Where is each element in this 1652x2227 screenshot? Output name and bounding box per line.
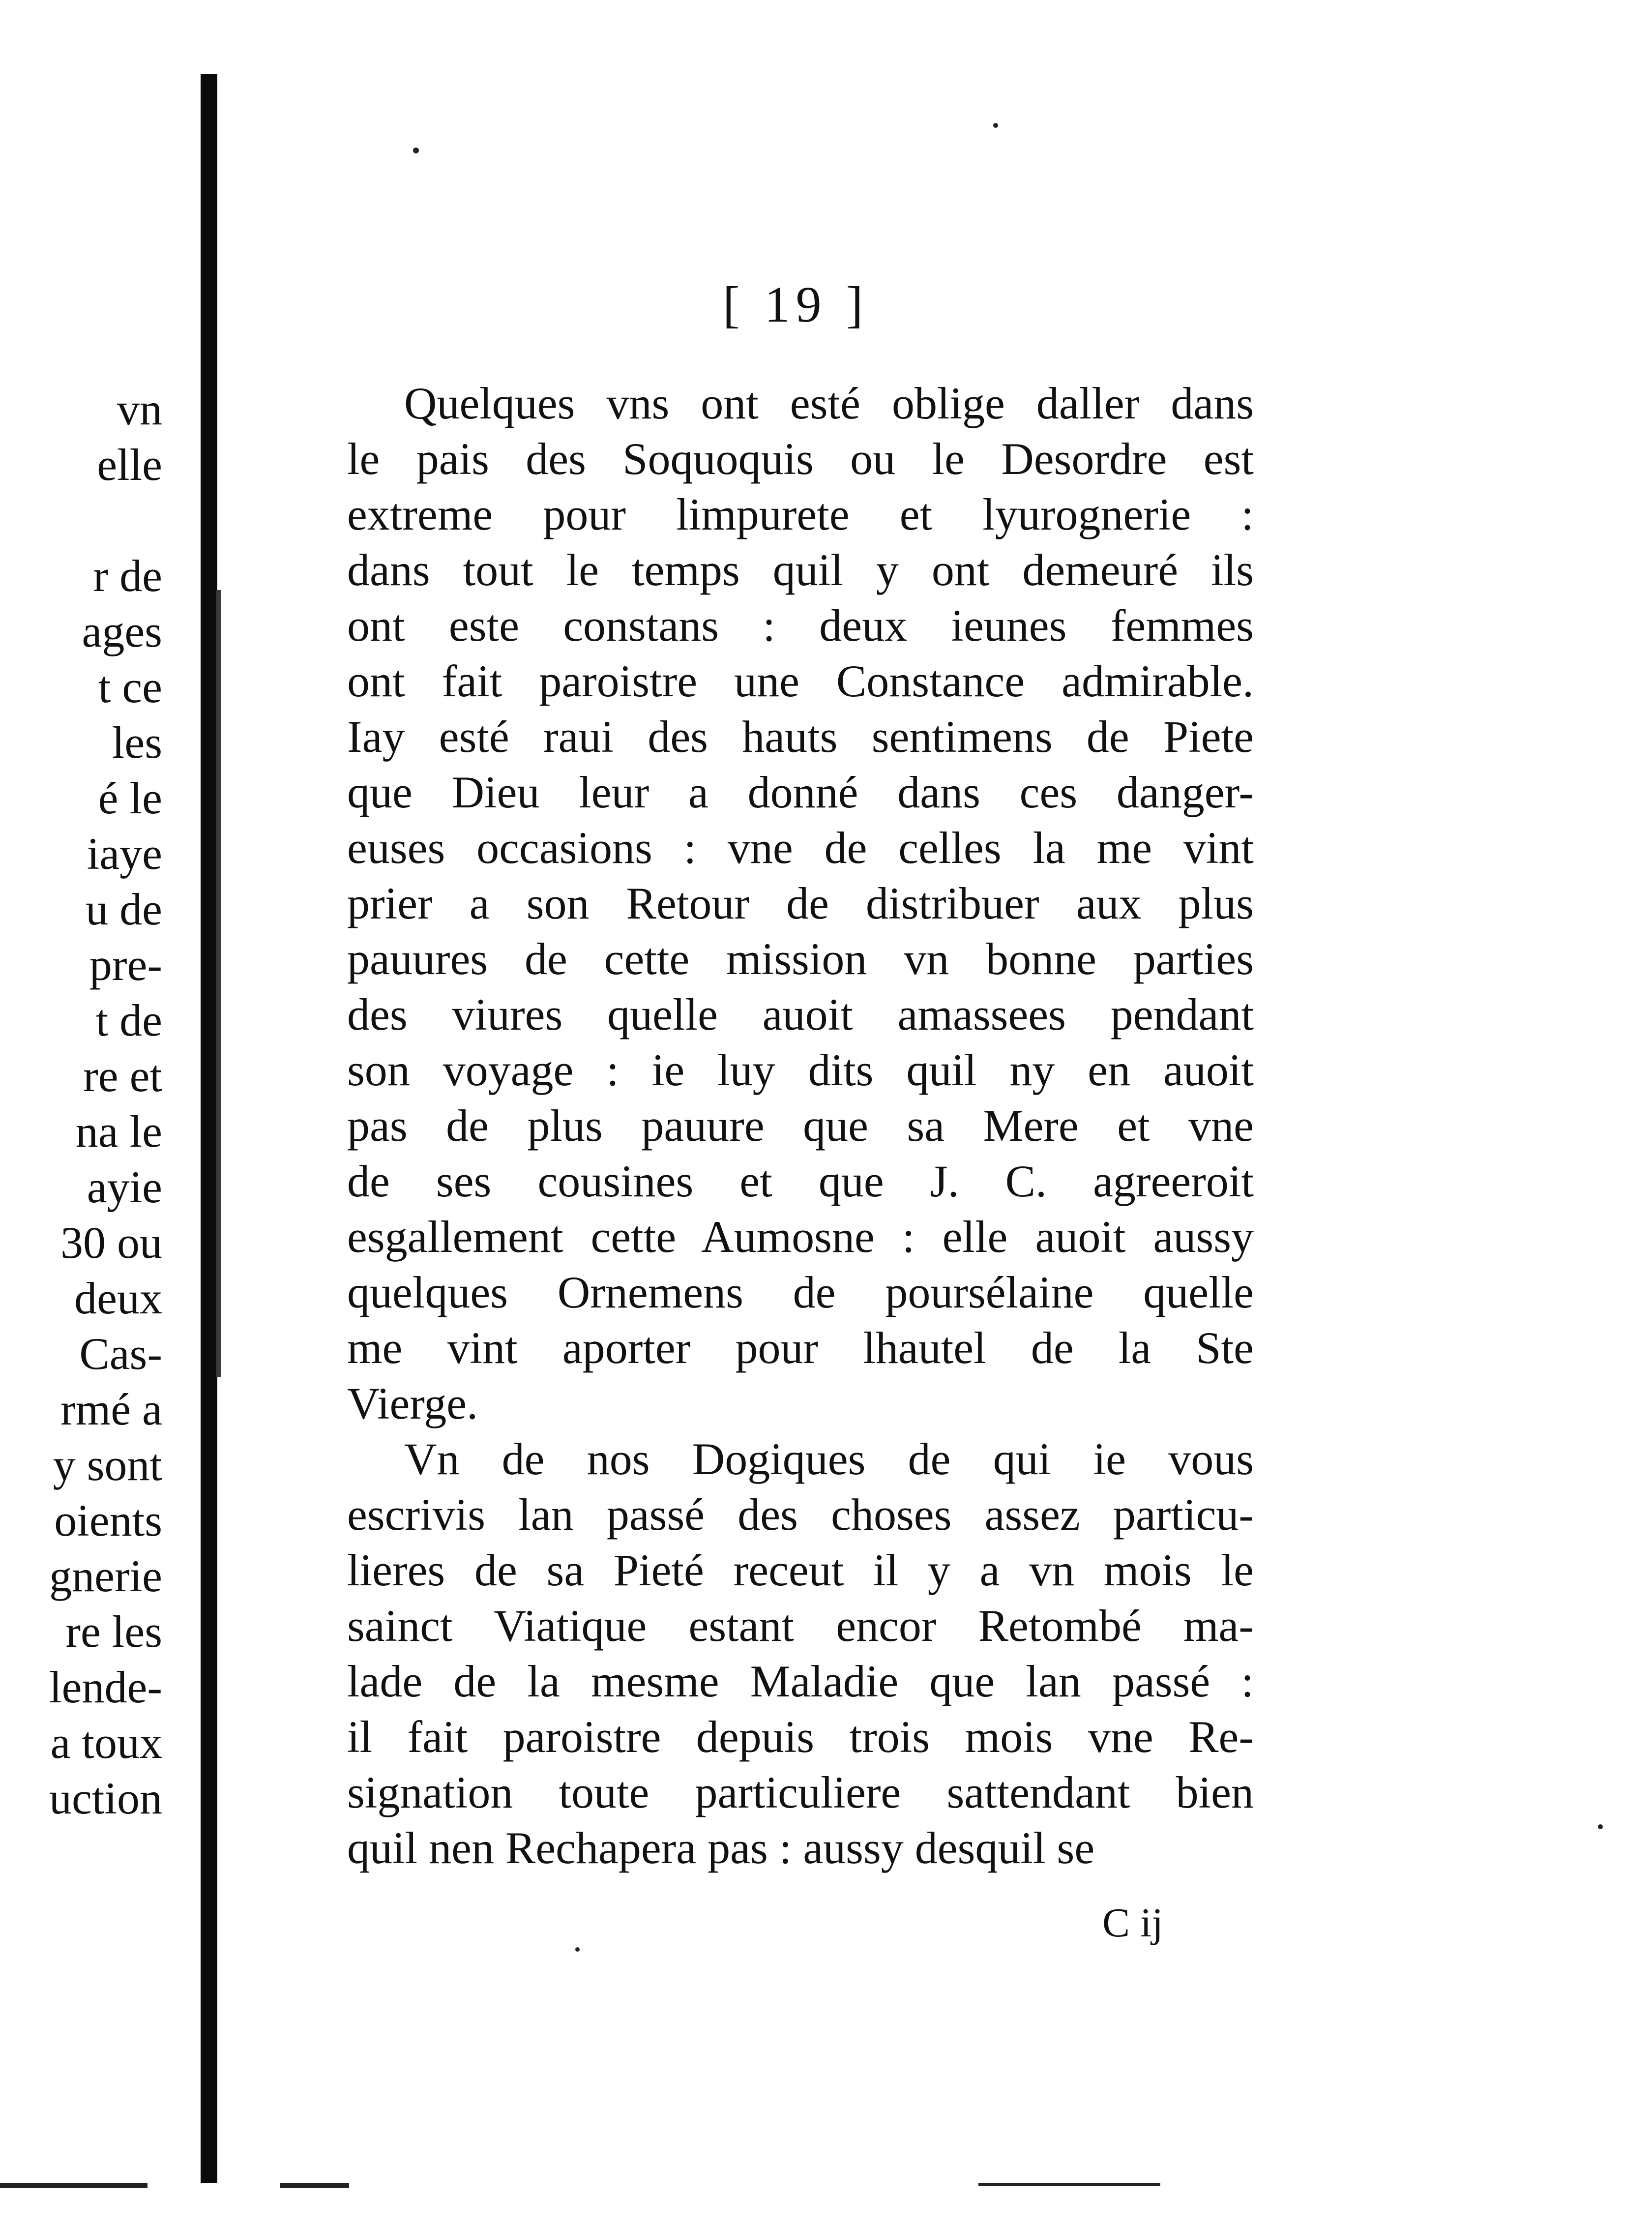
facing-page-fragment: r de xyxy=(93,551,162,601)
body-text xyxy=(347,376,1254,1876)
text-line: lade de la mesme Maladie que lan passé : xyxy=(347,1656,1254,1706)
facing-page-fragment: t de xyxy=(95,995,162,1045)
speck xyxy=(993,123,998,128)
text-line: de ses cousines et que J. C. agreeroit xyxy=(347,1156,1254,1206)
speck xyxy=(413,148,419,153)
text-line: ont fait paroistre une Constance admirable. xyxy=(347,656,1254,706)
speck xyxy=(575,1947,580,1952)
facing-page-fragment: t ce xyxy=(98,662,162,712)
text-line: euses occasions : vne de celles la me vint xyxy=(347,823,1254,873)
facing-page-fragment: deux xyxy=(74,1273,162,1323)
facing-page-fragment: u de xyxy=(86,884,162,934)
facing-page-fragment: uction xyxy=(49,1773,162,1823)
text-line: signation toute particuliere sattendant bien xyxy=(347,1767,1254,1817)
facing-page-fragment: na le xyxy=(75,1106,162,1157)
signature-mark: C ij xyxy=(1102,1900,1163,1946)
text-line: son voyage : ie luy dits quil ny en auoit xyxy=(347,1045,1254,1095)
text-line: lieres de sa Pieté receut il y a vn mois le xyxy=(347,1545,1254,1595)
facing-page-fragment xyxy=(0,493,162,548)
facing-page-fragment: a toux xyxy=(50,1718,162,1768)
speck xyxy=(1598,1824,1603,1829)
text-line: Quelques vns ont esté oblige daller dans xyxy=(404,378,1254,428)
facing-page-fragment: elle xyxy=(97,440,162,490)
text-line: escrivis lan passé des choses assez particu- xyxy=(347,1489,1254,1540)
facing-page-fragment: 30 ou xyxy=(60,1217,162,1268)
text-line: que Dieu leur a donné dans ces danger- xyxy=(347,767,1254,817)
bottom-rule-mid xyxy=(280,2183,349,2188)
text-line: me vint aporter pour lhautel de la Ste xyxy=(347,1323,1254,1373)
text-line: pauures de cette mission vn bonne parties xyxy=(347,934,1254,984)
facing-page-fragment: ayie xyxy=(87,1162,162,1212)
bottom-rule-left xyxy=(0,2183,148,2188)
text-line: Vierge. xyxy=(347,1378,478,1428)
text-line: prier a son Retour de distribuer aux plus xyxy=(347,878,1254,928)
text-line: sainct Viatique estant encor Retombé ma- xyxy=(347,1601,1254,1651)
facing-page-fragment: Cas- xyxy=(79,1329,162,1379)
facing-page-fragment: é le xyxy=(98,773,162,823)
facing-page-fragment: y sont xyxy=(53,1440,162,1490)
text-line: il fait paroistre depuis trois mois vne Re- xyxy=(347,1712,1254,1762)
binding-gutter-edge xyxy=(216,590,221,1377)
text-line: pas de plus pauure que sa Mere et vne xyxy=(347,1100,1254,1151)
text-line: le pais des Soquoquis ou le Desordre est xyxy=(347,434,1254,484)
facing-page-fragment: pre- xyxy=(89,940,162,990)
text-line: ont este constans : deux ieunes femmes xyxy=(347,600,1254,651)
text-line: des viures quelle auoit amassees pendant xyxy=(347,989,1254,1039)
text-line: quelques Ornemens de poursélaine quelle xyxy=(347,1267,1254,1317)
binding-gutter-shadow xyxy=(201,74,217,2183)
facing-page-fragment: vn xyxy=(117,384,162,434)
facing-page-fragment: lende- xyxy=(49,1662,162,1712)
text-line: quil nen Rechapera pas : aussy desquil se xyxy=(347,1823,1095,1873)
facing-page-fragment: gnerie xyxy=(49,1551,162,1601)
text-line: Iay esté raui des hauts sentimens de Piete xyxy=(347,712,1254,762)
bottom-rule-right xyxy=(978,2183,1160,2186)
facing-page-fragment: les xyxy=(112,717,162,768)
text-line: dans tout le temps quil y ont demeuré ils xyxy=(347,545,1254,595)
facing-page-fragment: ages xyxy=(82,606,162,656)
text-line: extreme pour limpurete et lyurognerie : xyxy=(347,489,1254,539)
text-line: Vn de nos Dogiques de qui ie vous xyxy=(404,1434,1254,1484)
facing-page-fragment: iaye xyxy=(87,829,162,879)
facing-page-fragment: oients xyxy=(54,1495,162,1545)
facing-page-fragment: rmé a xyxy=(60,1384,162,1434)
text-line: esgallement cette Aumosne : elle auoit aussy xyxy=(347,1212,1254,1262)
page-number: [ 19 ] xyxy=(723,276,869,333)
facing-page-fragments xyxy=(0,382,162,1826)
facing-page-fragment: re et xyxy=(83,1051,162,1101)
facing-page-fragment: re les xyxy=(65,1606,162,1657)
